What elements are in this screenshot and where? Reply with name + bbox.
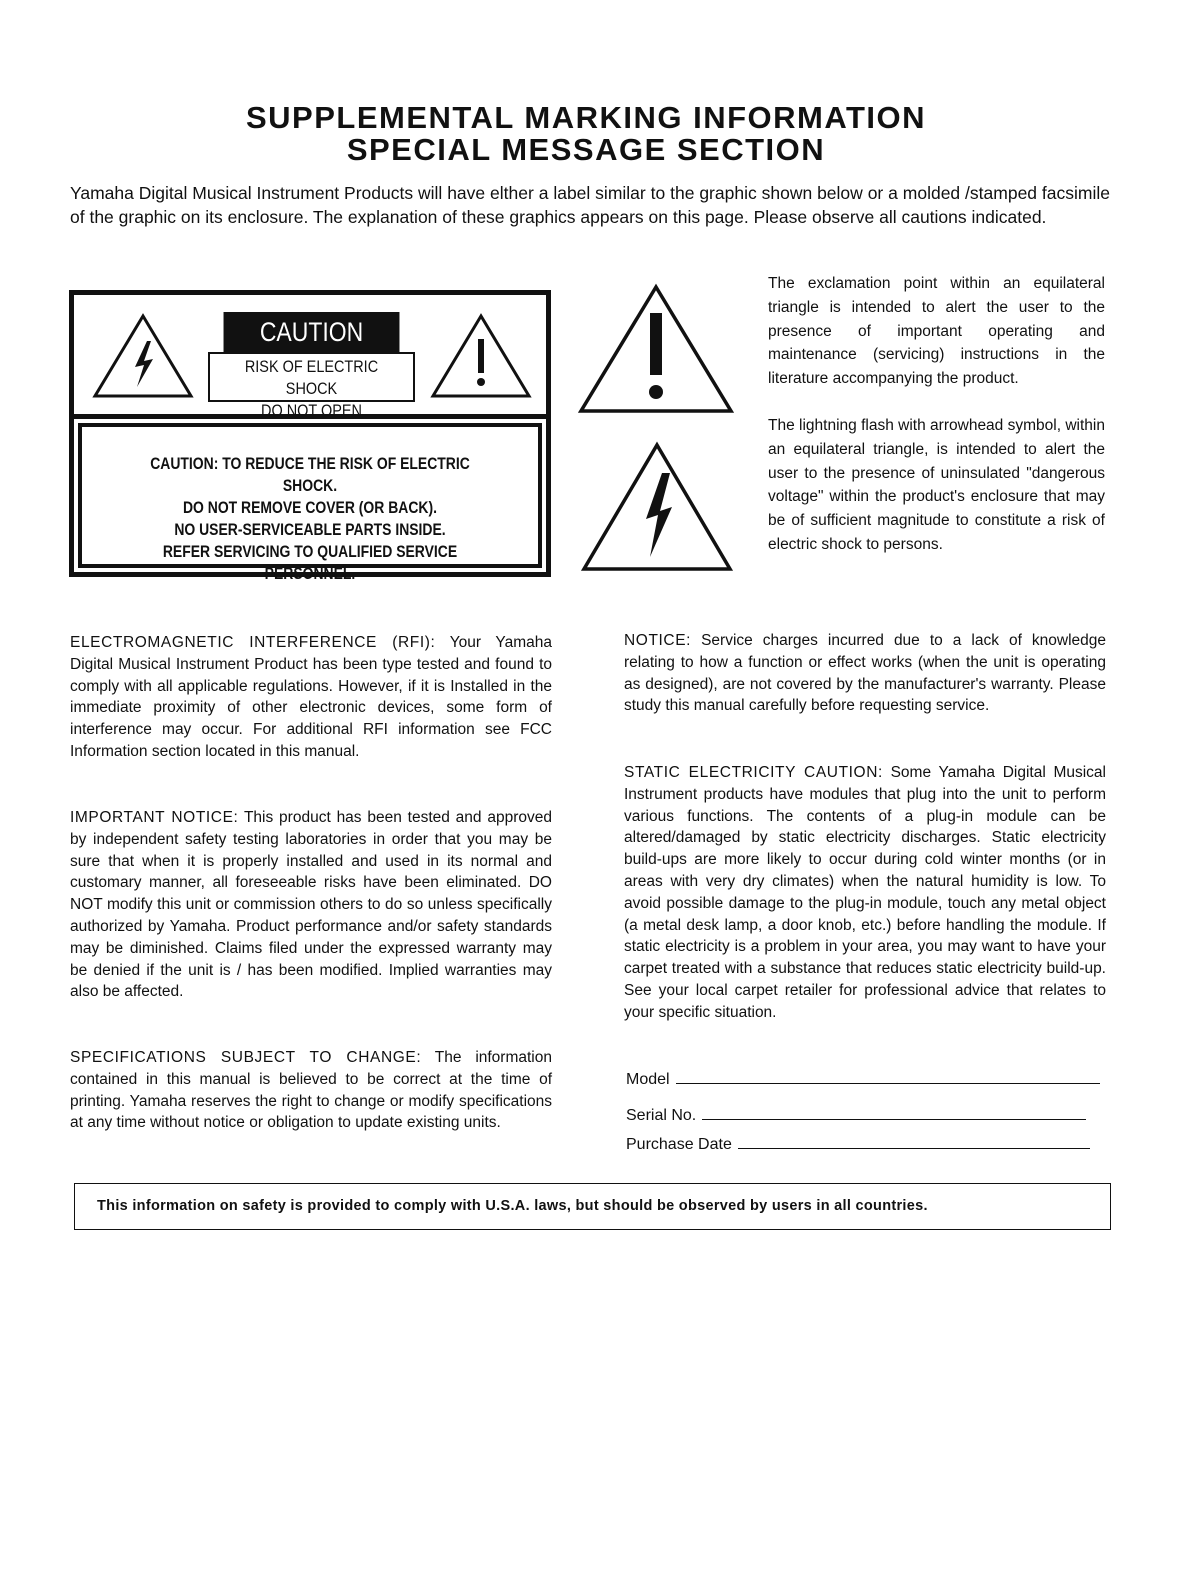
serial-number-label: Serial No. [626, 1107, 697, 1124]
model-label: Model [626, 1071, 670, 1088]
caution-label-top [74, 295, 546, 419]
notice-section: NOTICE: Service charges incurred due to a lack of knowledge relating to how a function or effect works (when the unit is operating as designed), are not covered by the manufacturer's warranty. Please study this manual carefully before requesting service. [624, 632, 1106, 715]
caution-header: CAUTION [224, 312, 400, 352]
caution-instructions: CAUTION: TO REDUCE THE RISK OF ELECTRIC SHOCK. DO NOT REMOVE COVER (OR BACK). NO USER-SERVICEABLE PARTS INSIDE. REFER SERVICING TO QUALIFIED SERVICE PERSONNEL. [150, 454, 470, 583]
intro-paragraph: Yamaha Digital Musical Instrument Products will have elther a label similar to the graphic shown below or a molded /stamped facsimile of the graphic on its enclosure. The explanation of these graphics appears on this page. Please observe all cautions indicated. [70, 183, 1110, 227]
exclamation-triangle-icon [577, 283, 735, 415]
page-subtitle: SPECIAL MESSAGE SECTION [346, 132, 826, 167]
page-title: SUPPLEMENTAL MARKING INFORMATION [245, 100, 927, 135]
serial-number-field[interactable] [626, 1106, 1086, 1126]
caution-label-bottom [78, 423, 542, 583]
purchase-date-field[interactable] [626, 1135, 1090, 1155]
static-electricity-section: STATIC ELECTRICITY CAUTION: Some Yamaha Digital Musical Instrument products have modules that plug into the unit to perform various functions. The contents of a plug-in module can be altered/damaged by static electricity discharges. Static electricity build-ups are more likely to occur during cold winter months (or in areas with very dry climates) when the natural humidity is low. To avoid possible damage to the plug-in module, touch any metal object (a metal desk lamp, a door knob, etc.) before handling the module. If static electricity is a problem in your area, you may want to have your carpet treated with a substance that reduces static electricity build-up. See your local carpet retailer for professional advice that relates to your specific situation. [624, 764, 1106, 1021]
important-notice-section: IMPORTANT NOTICE: This product has been tested and approved by independent safety testing laboratories in order that you may be sure that when it is properly installed and used in its normal and customary manner, all foreseeable risks have been eliminated. DO NOT modify this unit or commission others to do so unless specifically authorized by Yamaha. Product performance and/or safety standards may be diminished. Claims filed under the expressed warranty may be denied if the unit is / has been modified. Implied warranties may also be affected. [70, 809, 552, 1001]
lightning-explanation: The lightning flash with arrowhead symbol, within an equilateral triangle, is intended to alert the user to the presence of uninsulated "dangerous voltage" within the product's enclosure that may be of sufficient magnitude to constitute a risk of electric shock to persons. [768, 417, 1105, 553]
rfi-section: ELECTROMAGNETIC INTERFERENCE (RFI): Your Yamaha Digital Musical Instrument Product has been type tested and found to comply with all applicable regulations. However, if it is Installed in the immediate proximity of other electronic devices, some form of interference may occur. For additional RFI information see FCC Information section located in this manual. [70, 634, 552, 760]
exclamation-triangle-icon [429, 311, 533, 401]
lightning-triangle-icon [580, 441, 734, 573]
exclamation-explanation: The exclamation point within an equilateral triangle is intended to alert the user to the presence of important operating and maintenance (servicing) instructions in the literature accompanying the product. [768, 275, 1105, 388]
caution-subheader: RISK OF ELECTRIC SHOCK DO NOT OPEN [208, 352, 415, 402]
purchase-date-label: Purchase Date [626, 1136, 732, 1153]
specifications-section: SPECIFICATIONS SUBJECT TO CHANGE: The information contained in this manual is believed to be correct at the time of printing. Yamaha reserves the right to change or modify specifications at any time without notice or obligation to update existing units. [70, 1049, 552, 1132]
caution-label [69, 290, 551, 583]
lightning-triangle-icon [91, 311, 195, 401]
safety-footer-notice: This information on safety is provided to comply with U.S.A. laws, but should be observed by users in all countries. [74, 1183, 1111, 1230]
model-field[interactable] [626, 1070, 1100, 1090]
